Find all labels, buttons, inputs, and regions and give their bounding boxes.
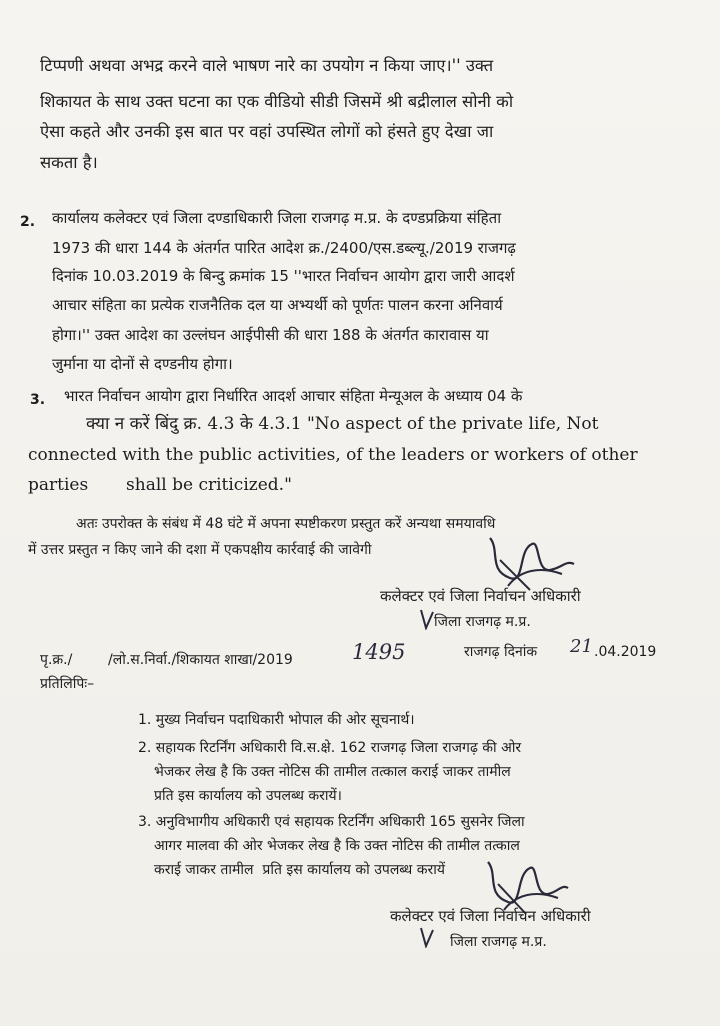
- point3-line-3: connected with the public activities, of the leaders or workers of other: [28, 445, 638, 465]
- copy-item-2-line-3: प्रति इस कार्यालय को उपलब्ध करायें।: [154, 788, 342, 804]
- para1-line-2: शिकायत के साथ उक्त घटना का एक वीडियो सीडी जिसमें श्री बद्रीलाल सोनी को: [40, 92, 514, 111]
- point2-line-5: होगा।'' उक्त आदेश का उल्लंघन आईपीसी की धारा 188 के अंतर्गत कारावास या: [52, 326, 489, 344]
- signature1-district: जिला राजगढ़ म.प्र.: [434, 614, 531, 630]
- signature2-title: कलेक्टर एवं जिला निर्वाचन अधिकारी: [390, 907, 591, 925]
- point2-line-6: जुर्माना या दोनों से दण्डनीय होगा।: [52, 355, 233, 373]
- signature1-title: कलेक्टर एवं जिला निर्वाचन अधिकारी: [380, 587, 581, 605]
- initial-mark-2: [418, 926, 436, 948]
- point3-line-1: भारत निर्वाचन आयोग द्वारा निर्धारित आदर्श आचार संहिता मेन्यूअल के अध्याय 04 के: [64, 387, 523, 405]
- signature2-district: जिला राजगढ़ म.प्र.: [450, 934, 547, 950]
- copy-item-3-line-2: आगर मालवा की ओर भेजकर लेख है कि उक्त नोटिस की तामील तत्काल: [154, 838, 520, 854]
- point2-line-1: कार्यालय कलेक्टर एवं जिला दण्डाधिकारी जिला राजगढ़ म.प्र. के दण्डप्रक्रिया संहिता: [52, 209, 502, 227]
- place-date-label: राजगढ़ दिनांक: [464, 644, 538, 660]
- point2-line-4: आचार संहिता का प्रत्येक राजनैतिक दल या अभ्यर्थी को पूर्णतः पालन करना अनिवार्य: [52, 296, 503, 314]
- date-handwritten-day: 21: [570, 636, 593, 657]
- para1-line-1: टिप्पणी अथवा अभद्र करने वाले भाषण नारे का उपयोग न किया जाए।'' उक्त: [40, 56, 494, 75]
- point3-line-4: parties shall be criticized.": [28, 475, 292, 495]
- point3-line-2: क्या न करें बिंदु क्र. 4.3 के 4.3.1 "No aspect of the private life, Not: [86, 414, 599, 434]
- initial-mark-1: [418, 608, 436, 630]
- date-rest: .04.2019: [594, 644, 657, 660]
- closing-line-2: में उत्तर प्रस्तुत न किए जाने की दशा में एकपक्षीय कार्रवाई की जावेगी: [28, 542, 372, 558]
- point2-line-2: 1973 की धारा 144 के अंतर्गत पारित आदेश क्र./2400/एस.डब्ल्यू./2019 राजगढ़: [52, 239, 516, 257]
- reference-handwritten-number: 1495: [352, 640, 406, 664]
- copy-item-2-line-2: भेजकर लेख है कि उक्त नोटिस की तामील तत्काल कराई जाकर तामील: [154, 764, 511, 780]
- para1-line-4: सकता है।: [40, 153, 98, 172]
- reference-label: पृ.क्र./: [40, 652, 73, 668]
- reference-body: /लो.स.निर्वा./शिकायत शाखा/2019: [108, 652, 293, 668]
- point2-line-3: दिनांक 10.03.2019 के बिन्दु क्रमांक 15 ''भारत निर्वाचन आयोग द्वारा जारी आदर्श: [52, 267, 515, 285]
- copy-item-2-line-1: 2. सहायक रिटर्निंग अधिकारी वि.स.क्षे. 162 राजगढ़ जिला राजगढ़ की ओर: [138, 740, 522, 756]
- copy-item-3-line-1: 3. अनुविभागीय अधिकारी एवं सहायक रिटर्निंग अधिकारी 165 सुसनेर जिला: [138, 814, 525, 830]
- copy-label: प्रतिलिपिः–: [40, 676, 95, 692]
- copy-item-1: 1. मुख्य निर्वाचन पदाधिकारी भोपाल की ओर सूचनार्थ।: [138, 712, 415, 728]
- copy-item-3-line-3: कराई जाकर तामील प्रति इस कार्यालय को उपलब्ध करायें: [154, 862, 445, 878]
- closing-line-1: अतः उपरोक्त के संबंध में 48 घंटे में अपना स्पष्टीकरण प्रस्तुत करें अन्यथा समयावधि: [76, 516, 496, 532]
- point2-number: 2.: [20, 214, 36, 230]
- para1-line-3: ऐसा कहते और उनकी इस बात पर वहां उपस्थित लोगों को हंसते हुए देखा जा: [40, 122, 494, 141]
- point3-number: 3.: [30, 392, 46, 408]
